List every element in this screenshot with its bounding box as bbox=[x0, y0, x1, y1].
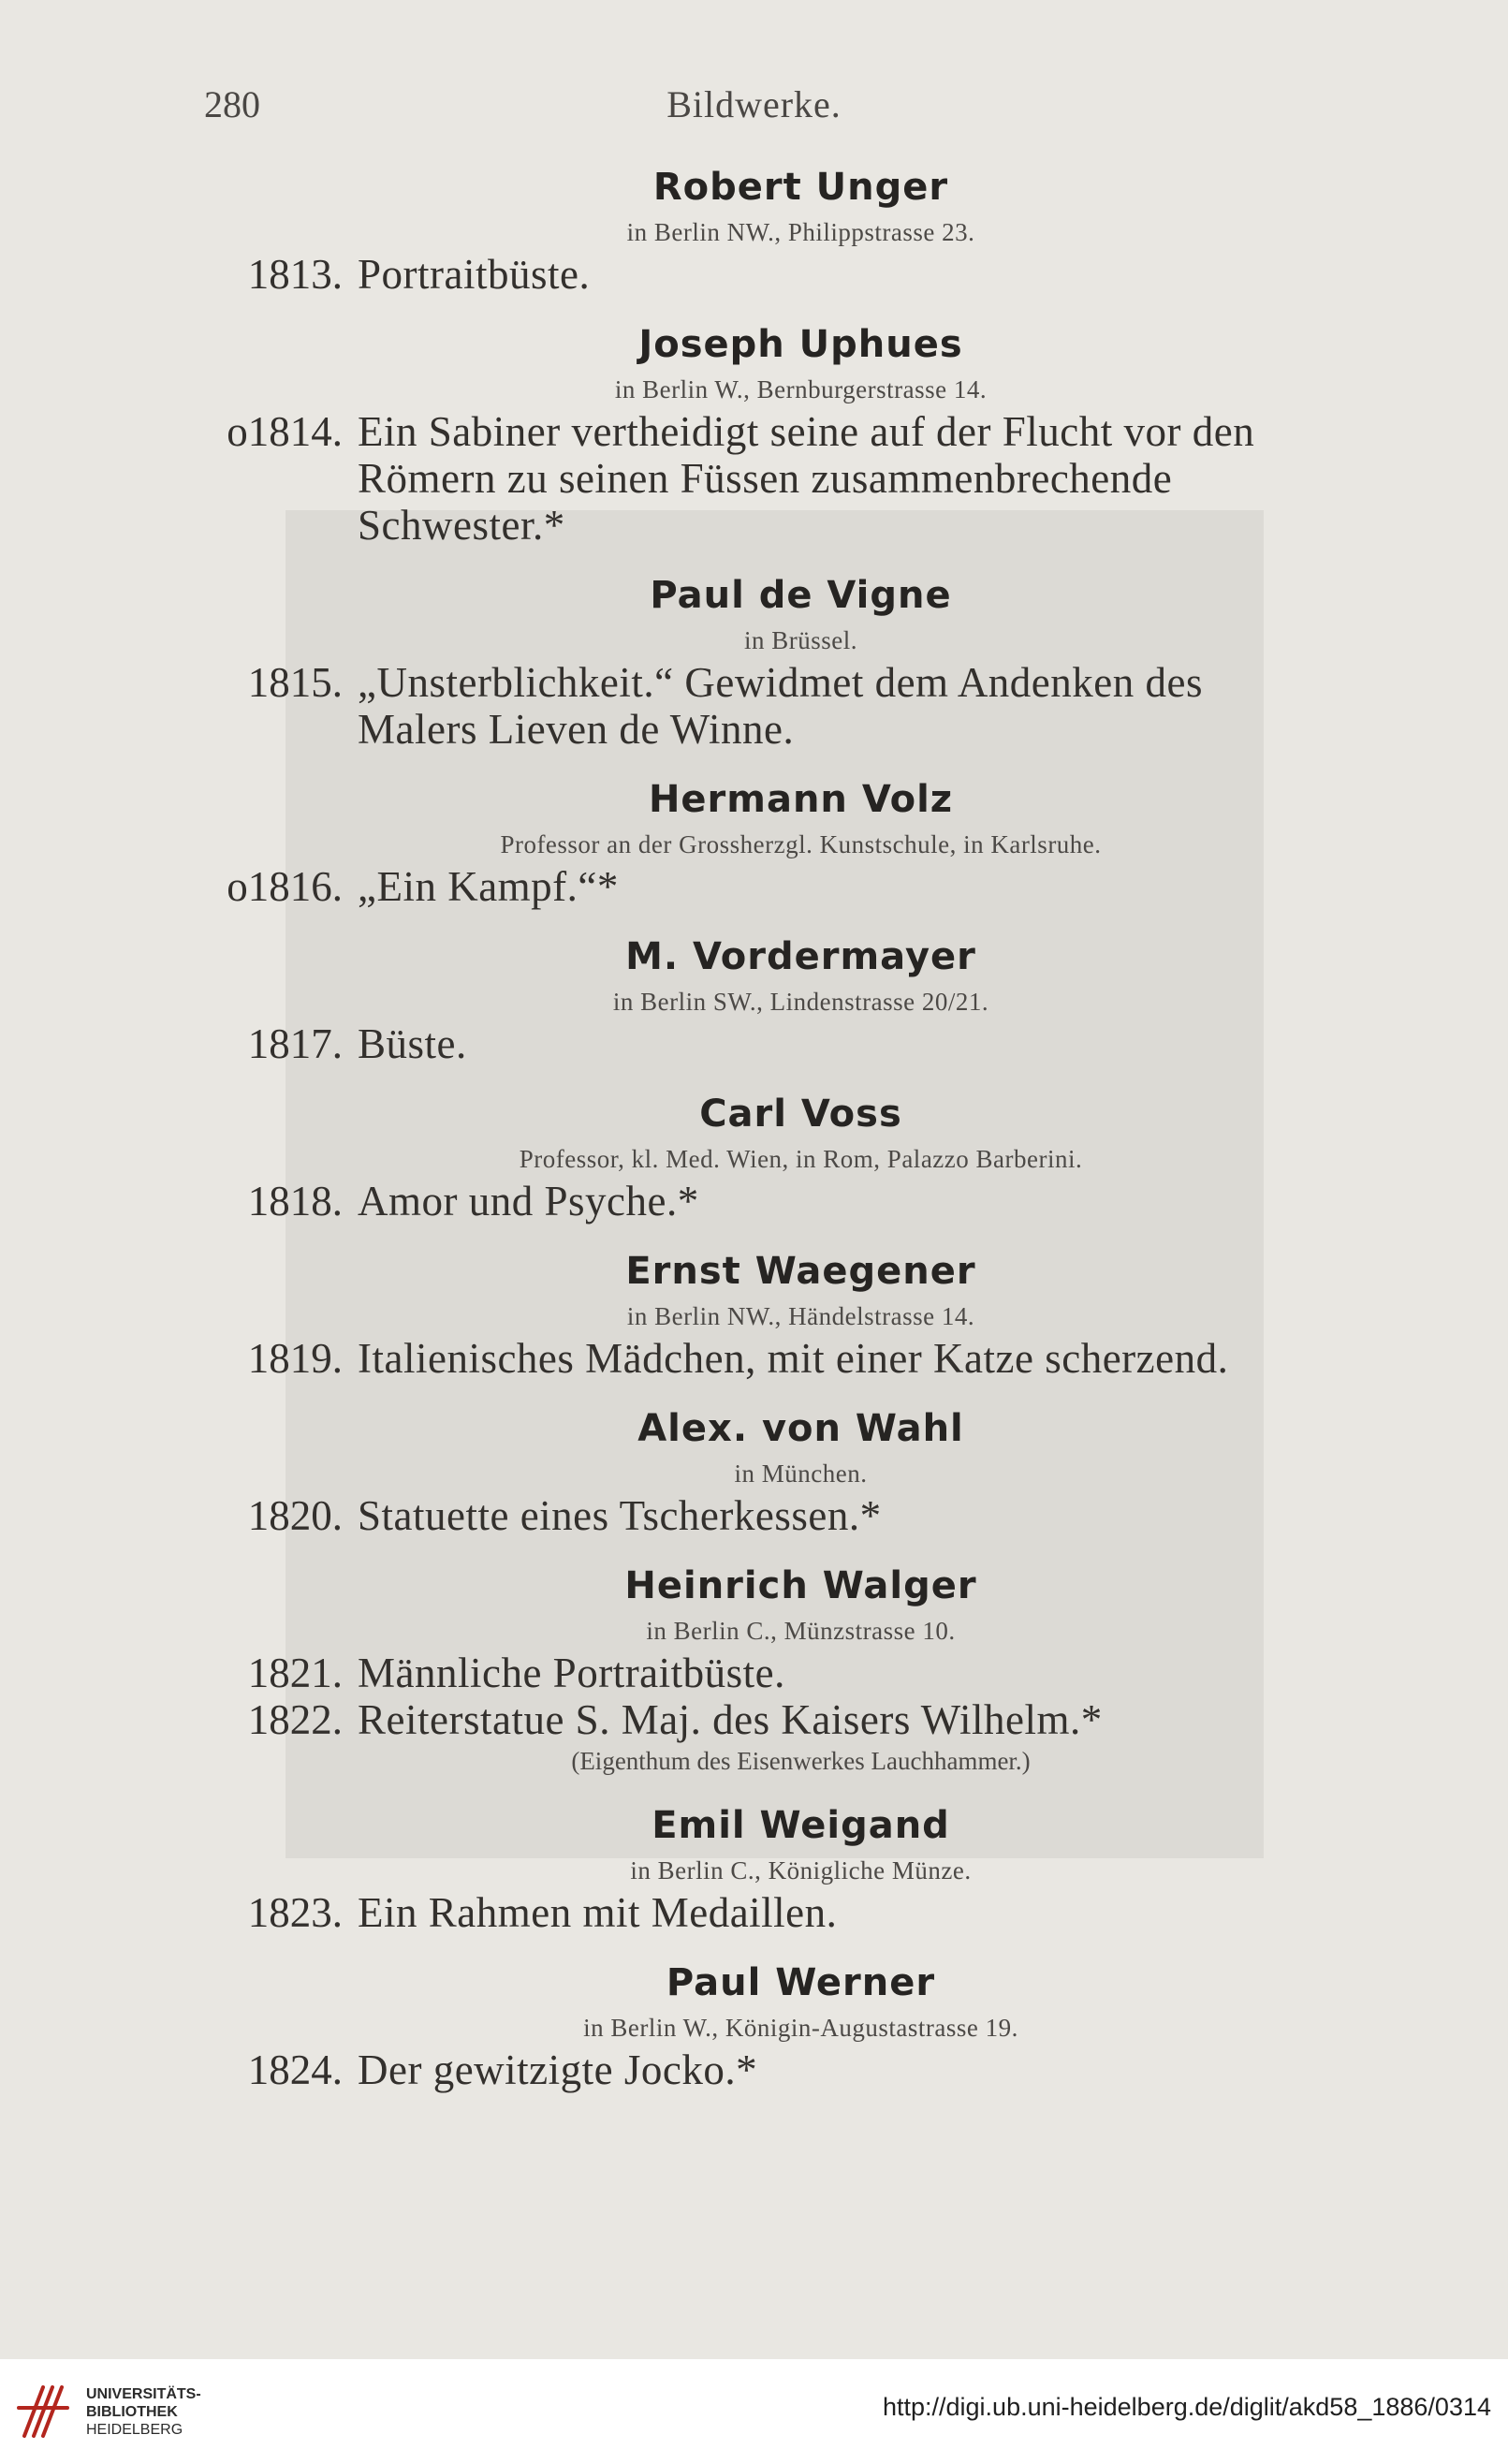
work-title: Reiterstatue S. Maj. des Kaisers Wilhelm.* bbox=[358, 1696, 1103, 1743]
footer bbox=[0, 2359, 1508, 2464]
artist-address: in Berlin W., Bernburgerstrasse 14. bbox=[614, 375, 988, 403]
library-name-line: BIBLIOTHEK bbox=[86, 2404, 178, 2420]
artist-entry bbox=[0, 1245, 1508, 1382]
catalogue-number: 1824. bbox=[247, 2046, 343, 2093]
artist-name: Robert Unger bbox=[652, 166, 949, 209]
artist-entry bbox=[0, 1402, 1508, 1539]
artist-name: Paul Werner bbox=[666, 1961, 936, 2004]
work-title: „Ein Kampf.“* bbox=[358, 863, 619, 910]
catalogue-item bbox=[0, 659, 1508, 753]
artist-address: in Berlin W., Königin-Augustastrasse 19. bbox=[583, 2014, 1018, 2042]
library-name bbox=[86, 2385, 201, 2439]
work-title: Amor und Psyche.* bbox=[358, 1178, 699, 1225]
catalogue-number: 1819. bbox=[247, 1335, 343, 1382]
source-url-link[interactable]: http://digi.ub.uni-heidelberg.de/diglit/akd58_1886/0314 bbox=[882, 2393, 1491, 2421]
artist-entry bbox=[0, 1088, 1508, 1225]
catalogue-content bbox=[0, 161, 1508, 2093]
artist-entry bbox=[0, 1560, 1508, 1779]
artist-address: Professor an der Grossherzgl. Kunstschule, in Karlsruhe. bbox=[500, 830, 1102, 858]
work-title: Männliche Portraitbüste. bbox=[358, 1650, 785, 1696]
artist-name: Paul de Vigne bbox=[650, 574, 952, 617]
catalogue-item bbox=[0, 408, 1508, 549]
artist-entry bbox=[0, 318, 1508, 549]
artist-address: in Berlin SW., Lindenstrasse 20/21. bbox=[612, 988, 989, 1016]
catalogue-item bbox=[0, 2046, 1508, 2093]
work-title: Portraitbüste. bbox=[358, 251, 591, 298]
catalogue-item bbox=[0, 1178, 1508, 1225]
artist-name: M. Vordermayer bbox=[625, 935, 976, 978]
library-name-line: UNIVERSITÄTS- bbox=[86, 2386, 201, 2402]
catalogue-number: o1816. bbox=[227, 863, 343, 910]
artist-address: in München. bbox=[734, 1459, 868, 1488]
artist-address: in Berlin C., Königliche Münze. bbox=[630, 1856, 972, 1885]
artist-entry bbox=[0, 773, 1508, 910]
artist-entry bbox=[0, 1799, 1508, 1936]
running-title: Bildwerke. bbox=[666, 83, 842, 125]
page-number: 280 bbox=[204, 83, 260, 125]
work-title: Ein Sabiner vertheidigt seine auf der Flucht vor den Römern zu seinen Füssen zusammenbrechende Schwester.* bbox=[358, 408, 1255, 549]
work-note: (Eigenthum des Eisenwerkes Lauchhammer.) bbox=[571, 1747, 1031, 1775]
artist-address: in Berlin C., Münzstrasse 10. bbox=[646, 1617, 956, 1645]
artist-address: in Brüssel. bbox=[743, 626, 857, 654]
artist-entry bbox=[0, 161, 1508, 298]
artist-address: in Berlin NW., Philippstrasse 23. bbox=[626, 218, 975, 246]
work-title: Büste. bbox=[358, 1020, 467, 1067]
artist-address: Professor, kl. Med. Wien, in Rom, Palazzo Barberini. bbox=[519, 1145, 1083, 1173]
artist-address: in Berlin NW., Händelstrasse 14. bbox=[626, 1302, 975, 1330]
catalogue-item bbox=[0, 251, 1508, 298]
catalogue-item bbox=[0, 1889, 1508, 1936]
artist-name: Alex. von Wahl bbox=[637, 1407, 964, 1450]
catalogue-number: 1815. bbox=[247, 659, 343, 706]
work-title: „Unsterblichkeit.“ Gewidmet dem Andenken des Malers Lieven de Winne. bbox=[358, 659, 1203, 753]
catalogue-item bbox=[0, 1696, 1508, 1743]
catalogue-number: 1818. bbox=[247, 1178, 343, 1225]
artist-name: Hermann Volz bbox=[648, 778, 954, 821]
artist-entry bbox=[0, 569, 1508, 753]
university-logo-icon bbox=[11, 2380, 77, 2445]
catalogue-number: 1823. bbox=[247, 1889, 343, 1936]
artist-name: Ernst Waegener bbox=[625, 1250, 976, 1293]
artist-name: Heinrich Walger bbox=[624, 1564, 977, 1607]
artist-name: Emil Weigand bbox=[652, 1804, 950, 1847]
catalogue-number: 1817. bbox=[247, 1020, 343, 1067]
catalogue-number: 1820. bbox=[247, 1492, 343, 1539]
work-title: Statuette eines Tscherkessen.* bbox=[358, 1492, 882, 1539]
catalogue-number: 1821. bbox=[247, 1650, 343, 1696]
catalogue-item bbox=[0, 1650, 1508, 1696]
artist-entry bbox=[0, 1957, 1508, 2093]
work-title: Ein Rahmen mit Medaillen. bbox=[358, 1889, 838, 1936]
catalogue-number: 1813. bbox=[247, 251, 343, 298]
catalogue-item bbox=[0, 1492, 1508, 1539]
work-title: Italienisches Mädchen, mit einer Katze scherzend. bbox=[358, 1335, 1229, 1382]
catalogue-item bbox=[0, 863, 1508, 910]
artist-name: Carl Voss bbox=[699, 1093, 902, 1136]
library-name-line: HEIDELBERG bbox=[86, 2422, 183, 2438]
page-header bbox=[0, 82, 1508, 129]
catalogue-item bbox=[0, 1335, 1508, 1382]
work-title: Der gewitzigte Jocko.* bbox=[358, 2046, 758, 2093]
catalogue-item bbox=[0, 1020, 1508, 1067]
artist-entry bbox=[0, 931, 1508, 1067]
artist-name: Joseph Uphues bbox=[638, 323, 963, 366]
catalogue-number: 1822. bbox=[247, 1696, 343, 1743]
catalogue-number: o1814. bbox=[227, 408, 343, 455]
